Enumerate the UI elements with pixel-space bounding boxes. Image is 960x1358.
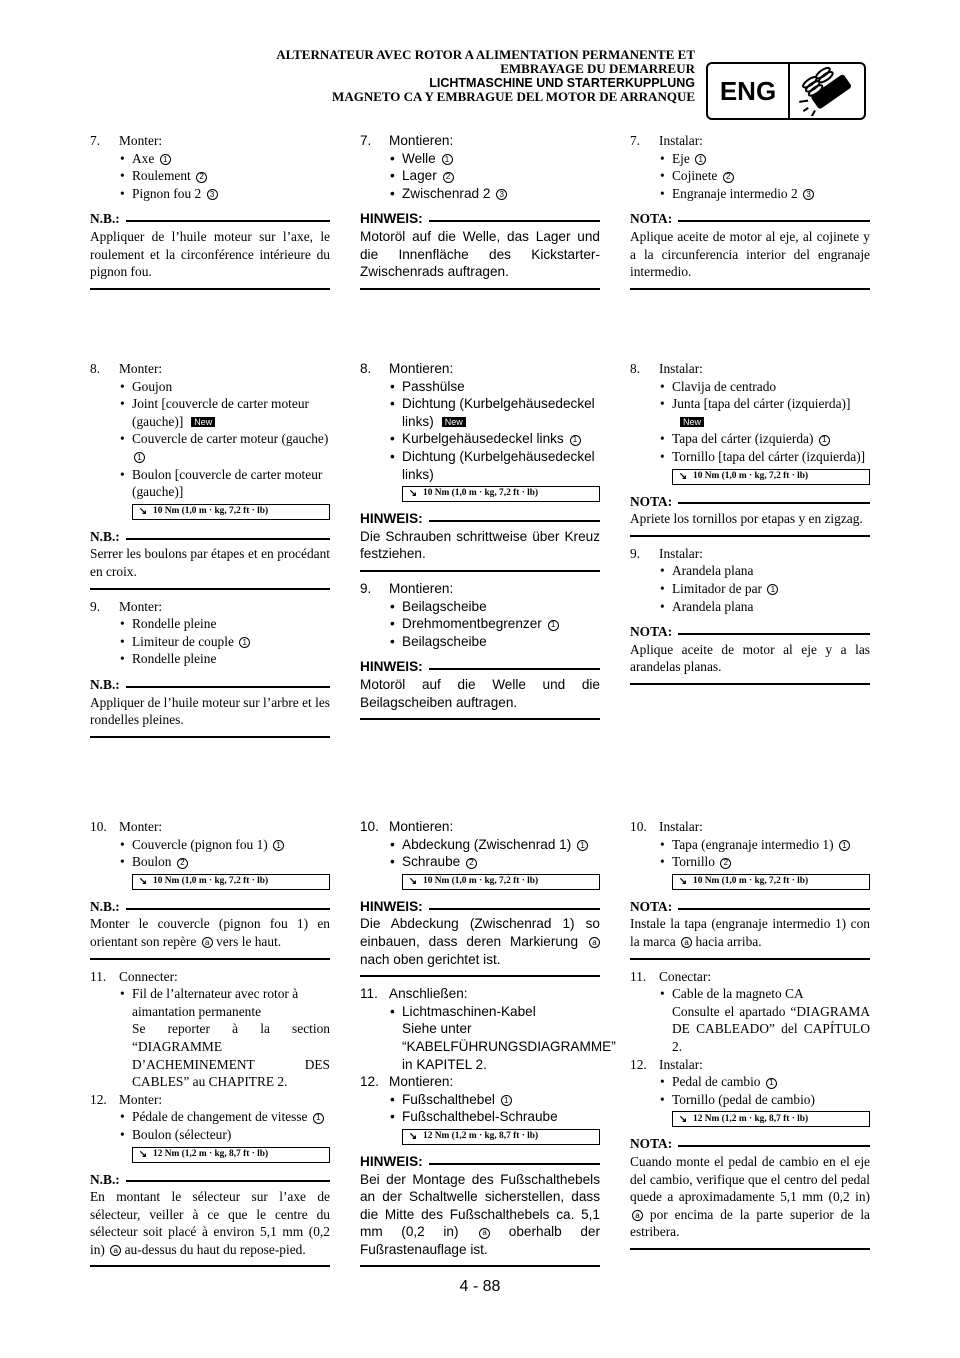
list-item: • Eje 1 bbox=[630, 150, 870, 168]
torque-value: 12 Nm (1,2 m · kg, 8,7 ft · lb) bbox=[693, 1113, 809, 1124]
list-item: • Limitador de par 1 bbox=[630, 580, 870, 598]
new-part-badge: New bbox=[191, 417, 215, 427]
item-text: Arandela plana bbox=[672, 563, 754, 579]
list-item: • Roulement 2 bbox=[90, 167, 330, 185]
list-item: • Tornillo [tapa del cárter (izquierda)] bbox=[630, 448, 870, 466]
list-item: • Cable de la magneto CA Consulte el apartado “DIAGRAMA DE CABLEADO” del CAPÍTULO 2. bbox=[660, 986, 870, 1054]
note-text: Die Abdeckung (Zwischenrad 1) so einbauen, dass deren Markierung a nach oben gerichtet ist. bbox=[360, 916, 600, 967]
note-heading bbox=[90, 210, 330, 228]
note-text: Bei der Montage des Fußschalthebels an der Schaltwelle sicherstellen, dass die Mitte des Fußschalthebels ca. 5,1 mm (0,2 in) a oberhalb der Fußrastenauflage ist. bbox=[360, 1171, 601, 1257]
item-text: Zwischenrad 2 bbox=[402, 185, 491, 201]
note-divider bbox=[360, 1265, 600, 1267]
step-title: Montieren: bbox=[389, 133, 454, 148]
list-item: • Zwischenrad 2 3 bbox=[360, 185, 600, 203]
item-text: Couvercle de carter moteur (gauche) bbox=[132, 431, 329, 447]
list-item: • Tapa (engranaje intermedio 1) 1 bbox=[630, 836, 870, 854]
note-heading bbox=[90, 898, 330, 916]
callout-letter: a bbox=[110, 1245, 121, 1256]
torque-spec bbox=[672, 469, 870, 485]
item-text: Pédale de changement de vitesse bbox=[132, 1109, 308, 1125]
list-item: • Axe 1 bbox=[90, 150, 330, 168]
list-item: • Clavija de centrado bbox=[630, 378, 870, 396]
list-item: • Fußschalthebel 1 bbox=[360, 1091, 600, 1109]
note-label: N.B.: bbox=[90, 676, 120, 692]
item-text: Limiteur de couple bbox=[132, 633, 234, 649]
item-text: Fußschalthebel-Schraube bbox=[402, 1109, 558, 1125]
note-divider bbox=[90, 736, 330, 738]
step-title: Monter: bbox=[119, 819, 163, 834]
item-text: Schraube bbox=[402, 854, 461, 870]
section-badge-label: ENG bbox=[708, 64, 790, 118]
item-text: Goujon bbox=[132, 378, 173, 394]
callout-number: 2 bbox=[466, 858, 477, 869]
fr-step-10-block bbox=[90, 818, 330, 1267]
torque-value: 12 Nm (1,2 m · kg, 8,7 ft · lb) bbox=[153, 1148, 269, 1159]
de-step-7-block bbox=[360, 132, 600, 290]
list-item: • Goujon bbox=[90, 378, 330, 396]
step-title: Monter: bbox=[119, 598, 163, 614]
item-text: Fußschalthebel bbox=[402, 1091, 495, 1107]
step-title: Montieren: bbox=[389, 1074, 454, 1090]
step-title: Anschließen: bbox=[389, 986, 468, 1002]
section-badge bbox=[706, 62, 866, 120]
list-item: • Lichtmaschinen-Kabel Siehe unter “KABELFÜHRUNGSDIAGRAMME” in KAPITEL 2. bbox=[390, 1003, 616, 1072]
item-text: Rondelle pleine bbox=[132, 616, 217, 632]
step-number: 7. bbox=[90, 133, 101, 148]
list-item: • Boulon [couvercle de carter moteur (gauche)] bbox=[90, 466, 330, 501]
torque-value: 10 Nm (1,0 m · kg, 7,2 ft · lb) bbox=[423, 488, 539, 499]
list-item: • Dichtung (Kurbelgehäusedeckel links) bbox=[360, 448, 600, 483]
callout-number: 2 bbox=[723, 172, 734, 183]
step-title: Instalar: bbox=[659, 545, 703, 561]
torque-spec bbox=[132, 504, 330, 520]
step-title: Instalar: bbox=[659, 819, 703, 834]
item-text: Welle bbox=[402, 150, 436, 166]
note-heading bbox=[90, 676, 330, 694]
wrench-icon: ↘ bbox=[138, 1148, 148, 1160]
note-text: Appliquer de l’huile moteur sur l’axe, le roulement et la circonférence intérieure du pignon fou. bbox=[90, 228, 330, 280]
note-label: NOTA: bbox=[630, 493, 673, 509]
note-divider bbox=[360, 718, 600, 720]
torque-spec bbox=[402, 874, 600, 890]
item-text: Beilagscheibe bbox=[402, 633, 487, 649]
note-label: HINWEIS: bbox=[360, 898, 423, 914]
step-number: 7. bbox=[630, 133, 641, 148]
callout-letter: a bbox=[681, 937, 692, 948]
item-text: Lichtmaschinen-Kabel bbox=[402, 1003, 536, 1019]
list-item: • Rondelle pleine bbox=[90, 650, 330, 668]
note-heading bbox=[360, 210, 600, 228]
item-text: Cojinete bbox=[672, 168, 718, 184]
item-text: Rondelle pleine bbox=[132, 651, 217, 667]
note-text: Cuando monte el pedal de cambio en el eje del cambio, verifique que el centro del pedal quede a aproximadamente 5,1 mm (0,2 in) a por encima de la parte superior de la estribera. bbox=[630, 1153, 870, 1240]
callout-number: 1 bbox=[577, 840, 588, 851]
list-item: • Rondelle pleine bbox=[90, 615, 330, 633]
note-heading bbox=[630, 623, 870, 641]
es-step-7-block bbox=[630, 132, 870, 290]
note-text: Motoröl auf die Welle und die Beilagscheiben auftragen. bbox=[360, 676, 600, 710]
step-title: Instalar: bbox=[659, 1056, 703, 1072]
note-heading bbox=[360, 898, 600, 916]
note-divider bbox=[90, 288, 330, 290]
note-heading bbox=[360, 658, 600, 676]
step-number: 7. bbox=[360, 133, 372, 148]
callout-number: 2 bbox=[443, 172, 454, 183]
step-number: 8. bbox=[90, 361, 101, 376]
callout-number: 1 bbox=[819, 435, 830, 446]
list-item: • Pédale de changement de vitesse 1 bbox=[90, 1108, 330, 1126]
item-text: Couvercle (pignon fou 1) bbox=[132, 836, 268, 852]
note-heading bbox=[630, 210, 870, 228]
note-heading bbox=[90, 528, 330, 546]
item-text: Engranaje intermedio 2 bbox=[672, 185, 798, 201]
callout-letter: a bbox=[479, 1228, 490, 1239]
step-number: 12. bbox=[90, 1091, 107, 1107]
item-text: Dichtung (Kurbelgehäusedeckel links) bbox=[402, 448, 595, 482]
header-title-es: MAGNETO CA Y EMBRAGUE DEL MOTOR DE ARRANQUE bbox=[332, 89, 695, 104]
list-item: • Cojinete 2 bbox=[630, 167, 870, 185]
item-text: Axe bbox=[132, 150, 155, 166]
callout-letter: a bbox=[202, 937, 213, 948]
list-item: • Beilagscheibe bbox=[360, 633, 600, 651]
item-text: Roulement bbox=[132, 168, 191, 184]
cross-reference: Siehe unter “KABELFÜHRUNGSDIAGRAMME” in KAPITEL 2. bbox=[402, 1021, 616, 1072]
callout-number: 2 bbox=[196, 172, 207, 183]
item-text: Pignon fou 2 bbox=[132, 185, 202, 201]
cross-reference: Consulte el apartado “DIAGRAMA DE CABLEADO” del CAPÍTULO 2. bbox=[672, 1003, 870, 1054]
step-title: Conectar: bbox=[659, 968, 712, 984]
step-number: 12. bbox=[630, 1056, 647, 1072]
note-heading bbox=[630, 898, 870, 916]
list-item: • Schraube 2 bbox=[360, 853, 600, 871]
note-label: N.B.: bbox=[90, 1171, 120, 1187]
callout-number: 1 bbox=[839, 840, 850, 851]
step-title: Montieren: bbox=[389, 580, 454, 596]
list-item: • Engranaje intermedio 2 3 bbox=[630, 185, 870, 203]
list-item: • Dichtung (Kurbelgehäusedeckel links) New bbox=[390, 396, 595, 429]
page-header bbox=[276, 48, 695, 104]
wrench-icon: ↘ bbox=[138, 875, 148, 887]
item-text: Drehmomentbegrenzer bbox=[402, 616, 542, 632]
es-step-8-block bbox=[630, 360, 870, 685]
wrench-icon: ↘ bbox=[678, 875, 688, 887]
callout-number: 1 bbox=[134, 452, 145, 463]
wrench-icon: ↘ bbox=[408, 875, 418, 887]
note-text: Appliquer de l’huile moteur sur l’arbre et les rondelles pleines. bbox=[90, 694, 330, 728]
note-label: N.B.: bbox=[90, 211, 120, 227]
note-label: HINWEIS: bbox=[360, 511, 423, 527]
note-text: Die Schrauben schrittweise über Kreuz festziehen. bbox=[360, 528, 600, 562]
de-step-8-block bbox=[360, 360, 600, 720]
step-title: Instalar: bbox=[659, 361, 703, 376]
note-label: NOTA: bbox=[630, 211, 673, 227]
note-text: Apriete los tornillos por etapas y en zigzag. bbox=[630, 511, 863, 527]
note-text: Instale la tapa (engranaje intermedio 1) con la marca a hacia arriba. bbox=[630, 916, 870, 949]
header-title-de: LICHTMASCHINE UND STARTERKUPPLUNG bbox=[429, 76, 695, 90]
callout-number: 1 bbox=[501, 1095, 512, 1106]
new-part-badge: New bbox=[442, 417, 466, 427]
step-number: 10. bbox=[630, 819, 647, 834]
step-number: 9. bbox=[360, 580, 372, 596]
es-step-10-block bbox=[630, 818, 870, 1250]
step-title: Montieren: bbox=[389, 361, 454, 376]
note-label: HINWEIS: bbox=[360, 211, 423, 227]
item-text: Tapa (engranaje intermedio 1) bbox=[672, 836, 834, 852]
note-heading bbox=[90, 1171, 330, 1189]
step-title: Monter: bbox=[119, 1091, 163, 1107]
step-title: Monter: bbox=[119, 133, 163, 148]
item-text: Tornillo bbox=[672, 854, 715, 870]
step-title: Instalar: bbox=[659, 133, 703, 148]
item-text: Eje bbox=[672, 150, 690, 166]
note-heading bbox=[630, 493, 870, 511]
list-item: • Lager 2 bbox=[360, 167, 600, 185]
note-heading bbox=[630, 1135, 870, 1153]
note-label: HINWEIS: bbox=[360, 1153, 423, 1169]
list-item: • Abdeckung (Zwischenrad 1) 1 bbox=[360, 836, 600, 854]
torque-spec bbox=[402, 486, 600, 502]
torque-spec bbox=[402, 1129, 600, 1145]
note-heading bbox=[360, 1153, 600, 1171]
callout-number: 1 bbox=[570, 435, 581, 446]
note-text: Serrer les boulons par étapes et en procédant en croix. bbox=[90, 546, 330, 579]
item-text: Dichtung (Kurbelgehäusedeckel links) bbox=[402, 396, 595, 429]
list-item: • Fußschalthebel-Schraube bbox=[360, 1108, 600, 1126]
list-item: • Couvercle (pignon fou 1) 1 bbox=[90, 836, 330, 854]
list-item: • Tapa del cárter (izquierda) 1 bbox=[630, 430, 870, 448]
list-item: • Boulon (sélecteur) bbox=[90, 1126, 330, 1144]
note-divider bbox=[90, 1265, 330, 1267]
callout-number: 1 bbox=[239, 637, 250, 648]
fr-step-7-block bbox=[90, 132, 330, 290]
note-label: HINWEIS: bbox=[360, 659, 423, 675]
note-label: NOTA: bbox=[630, 624, 673, 640]
step-number: 12. bbox=[360, 1074, 379, 1090]
step-number: 8. bbox=[630, 361, 641, 376]
cross-reference: Se reporter à la section “DIAGRAMME D’ACHEMINEMENT DES CABLES” au CHAPITRE 2. bbox=[132, 1021, 330, 1090]
item-text: Beilagscheibe bbox=[402, 598, 487, 614]
list-item: • Passhülse bbox=[360, 378, 600, 396]
list-item: • Junta [tapa del cárter (izquierda)]New bbox=[660, 396, 851, 427]
list-item: • Joint [couvercle de carter moteur (gauche)] New bbox=[120, 396, 309, 429]
list-item: • Boulon 2 bbox=[90, 853, 330, 871]
wrench-icon: ↘ bbox=[678, 1113, 688, 1125]
callout-number: 1 bbox=[273, 840, 284, 851]
note-text: Aplique aceite de motor al eje y a las arandelas planas. bbox=[630, 641, 870, 675]
step-number: 11. bbox=[360, 986, 378, 1002]
step-number: 11. bbox=[90, 968, 107, 984]
fr-step-8-block bbox=[90, 360, 330, 738]
note-text: En montant le sélecteur sur l’axe de sélecteur, veiller à ce que le centre du sélecteur soit placé à environ 5,1 mm (0,2 in) a au-dessus du haut du repose-pied. bbox=[90, 1189, 330, 1257]
list-item: • Tornillo (pedal de cambio) bbox=[630, 1091, 870, 1109]
torque-spec bbox=[672, 1111, 870, 1127]
note-divider bbox=[630, 1248, 870, 1250]
page-number: 4 - 88 bbox=[459, 1278, 501, 1295]
step-number: 10. bbox=[360, 819, 379, 834]
note-label: NOTA: bbox=[630, 1136, 673, 1152]
step-number: 11. bbox=[630, 968, 647, 984]
item-text: Boulon (sélecteur) bbox=[132, 1126, 232, 1142]
callout-number: 1 bbox=[548, 620, 559, 631]
item-text: Abdeckung (Zwischenrad 1) bbox=[402, 836, 572, 852]
note-text: Monter le couvercle (pignon fou 1) en orientant son repère a vers le haut. bbox=[90, 916, 330, 949]
callout-number: 3 bbox=[496, 189, 507, 200]
torque-value: 10 Nm (1,0 m · kg, 7,2 ft · lb) bbox=[153, 505, 269, 516]
note-divider bbox=[630, 288, 870, 290]
list-item: • Tornillo 2 bbox=[630, 853, 870, 871]
callout-number: 1 bbox=[442, 154, 453, 165]
callout-number: 2 bbox=[177, 858, 188, 869]
callout-number: 1 bbox=[160, 154, 171, 165]
item-text: Fil de l’alternateur avec rotor à aimantation permanente bbox=[132, 986, 299, 1019]
item-text: Pedal de cambio bbox=[672, 1074, 761, 1090]
list-item: • Couvercle de carter moteur (gauche) 1 bbox=[120, 431, 329, 462]
list-item: • Drehmomentbegrenzer 1 bbox=[360, 615, 600, 633]
item-text: Kurbelgehäusedeckel links bbox=[402, 431, 564, 447]
torque-value: 12 Nm (1,2 m · kg, 8,7 ft · lb) bbox=[423, 1131, 539, 1142]
step-number: 9. bbox=[90, 598, 101, 614]
step-number: 8. bbox=[360, 361, 372, 376]
note-divider bbox=[630, 683, 870, 685]
list-item: • Fil de l’alternateur avec rotor à aimantation permanente Se reporter à la section “DIAGRAMME D’ACHEMINEMENT DES CABLES” au CHAPITRE 2. bbox=[120, 986, 330, 1090]
torque-spec bbox=[672, 874, 870, 890]
callout-letter: a bbox=[632, 1210, 643, 1221]
list-item: • Beilagscheibe bbox=[360, 598, 600, 616]
item-text: Lager bbox=[402, 168, 437, 184]
list-item: • Kurbelgehäusedeckel links 1 bbox=[360, 430, 600, 448]
note-label: N.B.: bbox=[90, 898, 120, 914]
callout-number: 1 bbox=[767, 584, 778, 595]
callout-number: 3 bbox=[207, 189, 218, 200]
item-text: Tornillo [tapa del cárter (izquierda)] bbox=[672, 448, 866, 464]
note-label: NOTA: bbox=[630, 898, 673, 914]
item-text: Clavija de centrado bbox=[672, 378, 777, 394]
torque-value: 10 Nm (1,0 m · kg, 7,2 ft · lb) bbox=[693, 875, 809, 886]
step-title: Montieren: bbox=[389, 819, 454, 834]
wrench-icon: ↘ bbox=[408, 488, 418, 500]
note-text: Motoröl auf die Welle, das Lager und die Innenfläche des Kickstarter-Zwischenrads auftragen. bbox=[360, 228, 600, 280]
callout-number: 1 bbox=[695, 154, 706, 165]
item-text: Limitador de par bbox=[672, 580, 762, 596]
item-text: Passhülse bbox=[402, 378, 465, 394]
wrench-icon: ↘ bbox=[408, 1131, 418, 1143]
torque-spec bbox=[132, 874, 330, 890]
list-item: • Arandela plana bbox=[630, 598, 870, 616]
item-text: Boulon bbox=[132, 854, 172, 870]
list-item: • Limiteur de couple 1 bbox=[90, 633, 330, 651]
engine-icon bbox=[790, 64, 864, 118]
item-text: Junta [tapa del cárter (izquierda)] bbox=[672, 396, 851, 412]
item-text: Tapa del cárter (izquierda) bbox=[672, 431, 814, 447]
callout-number: 1 bbox=[313, 1113, 324, 1124]
step-title: Monter: bbox=[119, 361, 163, 376]
torque-value: 10 Nm (1,0 m · kg, 7,2 ft · lb) bbox=[153, 875, 269, 886]
header-title-fr-2: EMBRAYAGE DU DEMARREUR bbox=[500, 61, 695, 76]
header-title-fr-1: ALTERNATEUR AVEC ROTOR A ALIMENTATION PERMANENTE ET bbox=[276, 47, 695, 62]
torque-value: 10 Nm (1,0 m · kg, 7,2 ft · lb) bbox=[693, 470, 809, 481]
callout-number: 1 bbox=[766, 1078, 777, 1089]
new-part-badge: New bbox=[680, 417, 704, 427]
list-item: • Pedal de cambio 1 bbox=[630, 1073, 870, 1091]
step-number: 9. bbox=[630, 545, 641, 561]
list-item: • Pignon fou 2 3 bbox=[90, 185, 330, 203]
note-heading bbox=[360, 510, 600, 528]
torque-spec bbox=[132, 1147, 330, 1163]
callout-number: 2 bbox=[720, 858, 731, 869]
item-text: Joint [couvercle de carter moteur (gauche)] bbox=[132, 396, 309, 429]
callout-number: 3 bbox=[803, 189, 814, 200]
list-item: • Welle 1 bbox=[360, 150, 600, 168]
note-label: N.B.: bbox=[90, 528, 120, 544]
de-step-10-block bbox=[360, 818, 616, 1267]
callout-letter: a bbox=[589, 937, 600, 948]
step-title: Connecter: bbox=[119, 968, 178, 984]
wrench-icon: ↘ bbox=[138, 505, 148, 517]
wrench-icon: ↘ bbox=[678, 470, 688, 482]
note-divider bbox=[360, 288, 600, 290]
step-number: 10. bbox=[90, 819, 107, 834]
list-item: • Arandela plana bbox=[630, 562, 870, 580]
item-text: Tornillo (pedal de cambio) bbox=[672, 1091, 815, 1107]
note-text: Aplique aceite de motor al eje, al cojinete y a la circunferencia interior del engranaje intermedio. bbox=[630, 228, 870, 280]
item-text: Cable de la magneto CA bbox=[672, 986, 804, 1002]
torque-value: 10 Nm (1,0 m · kg, 7,2 ft · lb) bbox=[423, 875, 539, 886]
item-text: Arandela plana bbox=[672, 598, 754, 614]
item-text: Boulon [couvercle de carter moteur (gauche)] bbox=[132, 466, 323, 500]
